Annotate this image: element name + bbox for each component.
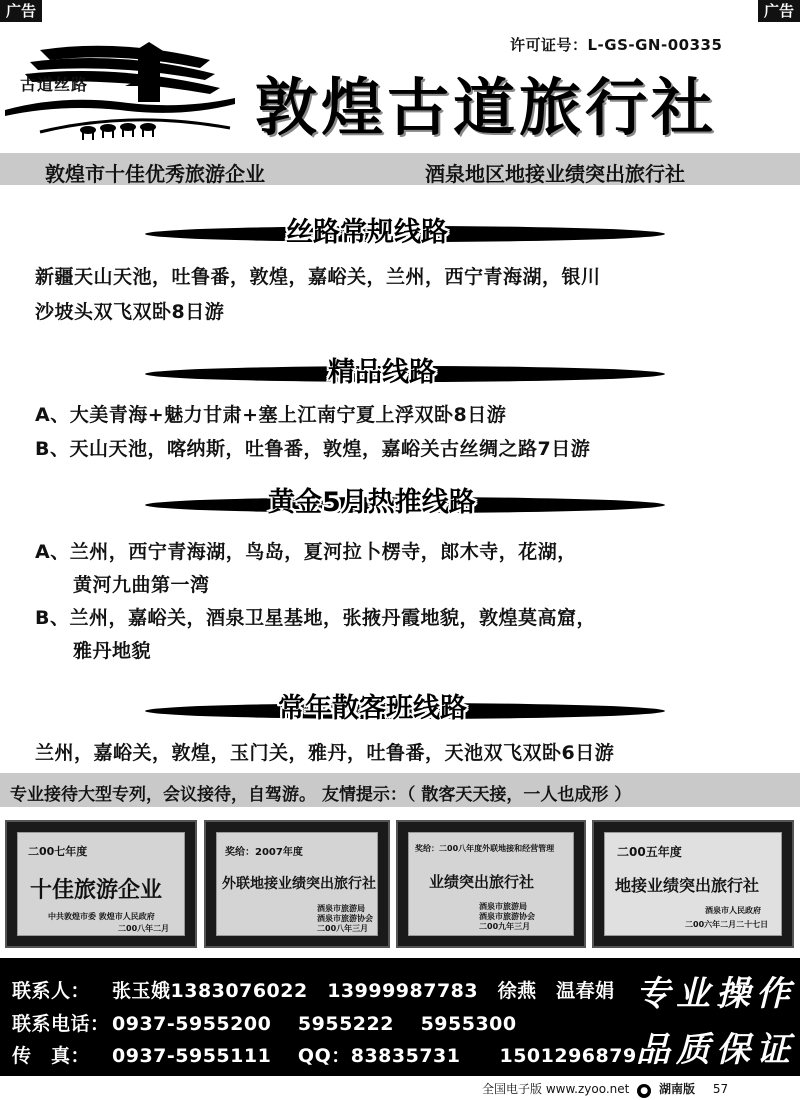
slogan-professional: 专业操作 xyxy=(636,974,796,1014)
ad-tag-left: 广告 xyxy=(0,0,42,22)
plaque-org2: 酒泉市旅游协会 xyxy=(317,914,373,923)
page-footer xyxy=(482,1080,728,1098)
contact-fax-label: 传 真： xyxy=(12,1045,91,1067)
plaque-org: 中共敦煌市委 敦煌市人民政府 xyxy=(48,912,155,921)
footer-site: 全国电子版 www.zyoo.net xyxy=(482,1082,630,1096)
route-line: 黄河九曲第一湾 xyxy=(73,574,210,596)
route-line: 沙坡头双飞双卧8日游 xyxy=(35,301,225,323)
section-title: 黄金5月热推线路 xyxy=(268,487,476,518)
award-plaque xyxy=(396,820,586,948)
plaque-date: 二00六年二月二十七日 xyxy=(685,920,769,929)
contact-phone-label: 联系电话： xyxy=(12,1013,110,1035)
contact-fax-value: 0937-5955111 QQ：83835731 1501296879 xyxy=(112,1045,637,1067)
section-title: 精品线路 xyxy=(328,357,436,388)
footer-edition: 湖南版 xyxy=(659,1082,696,1096)
plaque-org: 酒泉市人民政府 xyxy=(705,906,761,915)
contact-person-label: 联系人： xyxy=(12,980,91,1002)
honor-left: 敦煌市十佳优秀旅游企业 xyxy=(45,162,265,186)
plaque-year: 二00七年度 xyxy=(28,845,88,858)
route-line: A、兰州，西宁青海湖，鸟岛，夏河拉卜楞寺，郎木寺，花湖， xyxy=(35,541,577,563)
route-line: B、兰州，嘉峪关，酒泉卫星基地，张掖丹霞地貌，敦煌莫高窟， xyxy=(35,607,596,629)
plaque-year: 奖给：二00八年度外联地接和经营管理 xyxy=(415,844,555,853)
plaque-title: 十佳旅游企业 xyxy=(30,877,163,903)
contact-phone-value: 0937-5955200 5955222 5955300 xyxy=(112,1013,517,1035)
plaque-org: 酒泉市旅游局 xyxy=(479,902,527,911)
section-title: 丝路常规线路 xyxy=(286,217,448,248)
logo-text: 古道丝路 xyxy=(20,75,89,94)
license-number: 许可证号：L-GS-GN-00335 xyxy=(510,36,723,54)
route-line: B、天山天池，喀纳斯，吐鲁番，敦煌，嘉峪关古丝绸之路7日游 xyxy=(35,438,591,460)
route-line: 新疆天山天池，吐鲁番，敦煌，嘉峪关，兰州，西宁青海湖，银川 xyxy=(35,266,601,288)
plaque-date: 二00八年三月 xyxy=(317,924,369,933)
plaque-date: 二00九年三月 xyxy=(479,922,531,931)
company-name: 敦煌古道旅行社 xyxy=(255,71,718,144)
slogan-quality: 品质保证 xyxy=(636,1030,796,1070)
plaque-year: 奖给：2007年度 xyxy=(225,847,303,858)
section-title: 常年散客班线路 xyxy=(278,693,467,724)
route-line: 雅丹地貌 xyxy=(73,640,152,662)
award-plaque xyxy=(5,820,197,948)
plaque-org2: 酒泉市旅游协会 xyxy=(479,912,535,921)
award-plaque xyxy=(204,820,390,948)
plaque-year: 二00五年度 xyxy=(617,845,682,859)
honor-right: 酒泉地区地接业绩突出旅行社 xyxy=(425,162,685,186)
contact-person-value: 张玉娥1383076022 13999987783 徐燕 温春娟 xyxy=(112,980,615,1002)
page-number: 57 xyxy=(712,1082,729,1096)
plaque-org: 酒泉市旅游局 xyxy=(317,904,365,913)
plaque-title: 业绩突出旅行社 xyxy=(429,873,535,891)
plaque-date: 二00八年二月 xyxy=(118,924,170,933)
globe-icon: ● xyxy=(637,1084,651,1098)
route-line: 兰州，嘉峪关，敦煌，玉门关，雅丹，吐鲁番，天池双飞双卧6日游 xyxy=(35,742,615,764)
services-text: 专业接待大型专列，会议接待，自驾游。 友情提示：（ 散客天天接，一人也成形 ） xyxy=(10,785,632,805)
plaque-title: 地接业绩突出旅行社 xyxy=(615,876,760,895)
plaque-title: 外联地接业绩突出旅行社 xyxy=(222,876,376,892)
award-plaque xyxy=(592,820,794,948)
ad-tag-right: 广告 xyxy=(758,0,800,22)
route-line: A、大美青海+魅力甘肃+塞上江南宁夏上浮双卧8日游 xyxy=(35,404,507,426)
